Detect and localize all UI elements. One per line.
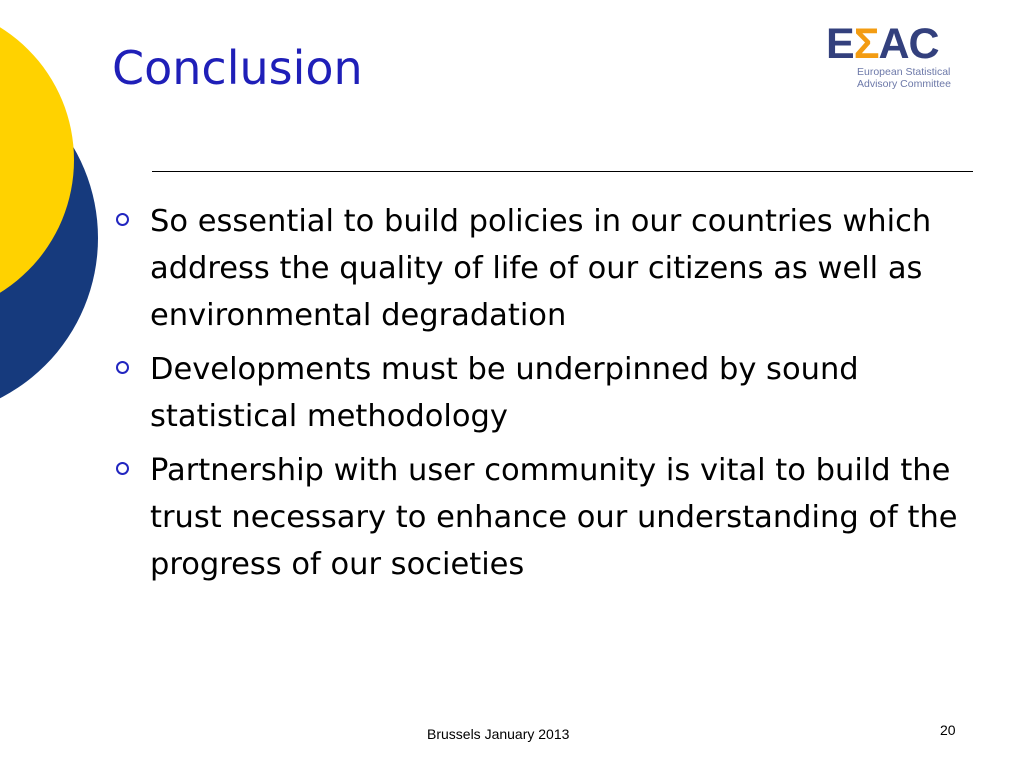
estac-logo bbox=[826, 22, 976, 98]
logo-subtitle-line-1: European Statistical bbox=[857, 66, 951, 78]
bullet-circle-icon bbox=[116, 462, 129, 475]
bullet-item bbox=[112, 198, 962, 339]
logo-subtitle-line-2: Advisory Committee bbox=[857, 78, 951, 90]
bullet-circle-icon bbox=[116, 361, 129, 374]
bullet-item bbox=[112, 447, 962, 588]
logo-letter-e: E bbox=[826, 20, 854, 68]
logo-sigma: Σ bbox=[853, 20, 879, 68]
bullet-text: Partnership with user community is vital to build the trust necessary to enhance our understanding of the progress of our societies bbox=[150, 453, 958, 582]
bullet-list bbox=[112, 198, 962, 595]
bullet-text: So essential to build policies in our countries which address the quality of life of our citizens as well as environmental degradation bbox=[150, 204, 932, 333]
footer-text: Brussels January 2013 bbox=[427, 726, 570, 742]
bullet-text: Developments must be underpinned by sound statistical methodology bbox=[150, 352, 859, 434]
bullet-item bbox=[112, 346, 962, 440]
bullet-circle-icon bbox=[116, 213, 129, 226]
logo-subtitle bbox=[857, 66, 982, 90]
logo-letters-ac: AC bbox=[878, 20, 939, 68]
logo-wordmark bbox=[826, 22, 971, 66]
title-divider bbox=[152, 171, 973, 172]
page-number: 20 bbox=[940, 722, 956, 738]
slide-title: Conclusion bbox=[112, 41, 363, 95]
